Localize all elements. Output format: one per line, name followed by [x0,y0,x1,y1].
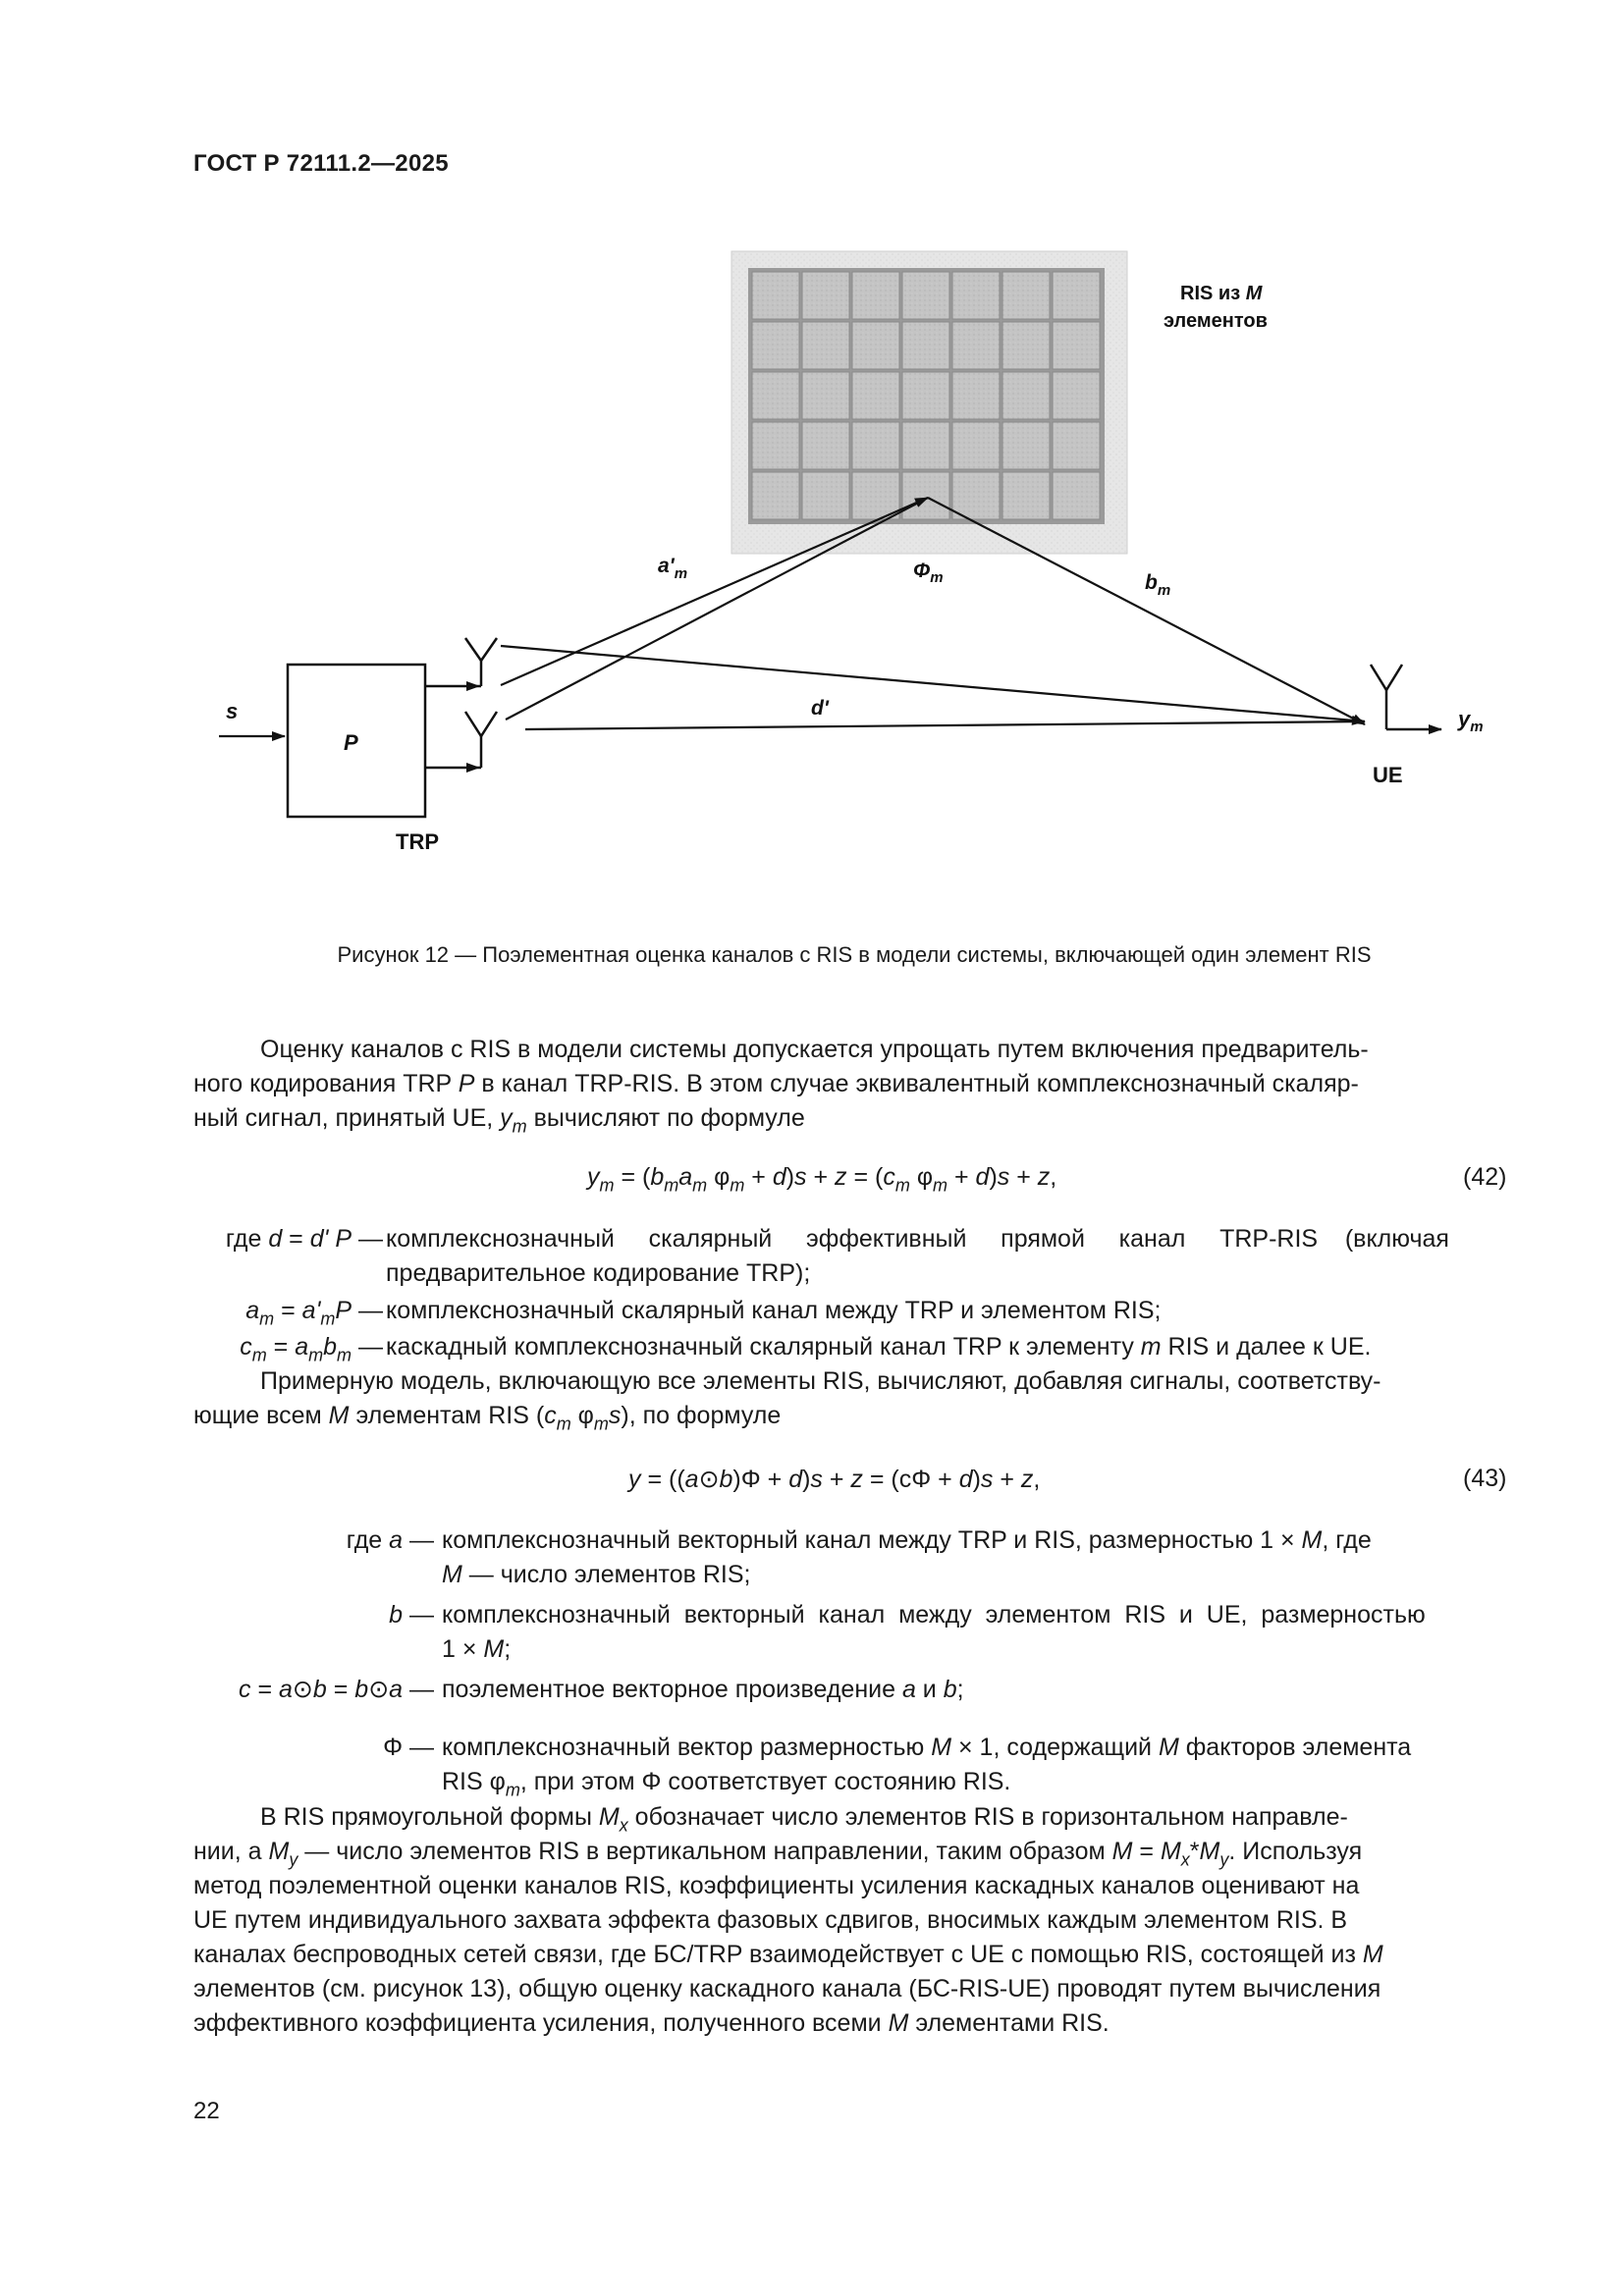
channel-a-line [506,498,928,720]
input-s-label: s [226,699,239,723]
ris-element-cell [752,372,799,419]
ris-element-cell [952,322,1000,369]
equation-42: $y_m = (b_ma_m$ $\varphi_m + d)s + z = (c_m$ $\varphi_m + d)s + z$, [587,1163,1057,1196]
ris-element-cell [952,472,1000,519]
ris-element-cell [1053,322,1100,369]
equation-43-number: (43) [1463,1465,1507,1492]
ris-element-cell [1002,422,1050,469]
ris-element-cell [852,422,899,469]
ris-label: RIS из M [1180,283,1263,304]
label-bm: $b_m$ [1145,571,1171,599]
para1-line1: Оценку каналов с RIS в модели системы допускается упрощать путем включения предваритель- [260,1036,1369,1063]
equation-42-number: (42) [1463,1163,1507,1191]
ris-element-cell [1002,372,1050,419]
paragraph-2 [193,1364,1524,1433]
ris-element-cell [752,472,799,519]
channel-d2-line [525,721,1365,729]
ris-element-cell [902,422,949,469]
ris-element-cell [952,422,1000,469]
ue-label: UE [1373,763,1403,787]
ris-element-cell [1053,472,1100,519]
ris-element-cell [1002,322,1050,369]
output-ym-label: $y_m$ [1458,707,1484,735]
ris-element-cell [952,272,1000,319]
label-am: $a'_m$ [658,555,688,582]
ris-element-cell [802,472,849,519]
ris-element-cell [852,272,899,319]
ris-element-cell [952,372,1000,419]
para2-line2: ющие всем M элементам RIS ($c_m$ $\varphi_ms$), по формуле [193,1402,782,1434]
para2-line1: Примерную модель, включающую все элементы RIS, вычисляют, добавляя сигналы, соответству- [260,1367,1381,1395]
figure-12-diagram [196,240,1512,869]
ris-element-cell [1053,372,1100,419]
ris-element-cell [752,272,799,319]
ris-element-cell [752,322,799,369]
ris-element-cell [1053,272,1100,319]
ris-element-cell [852,372,899,419]
ris-element-cell [802,272,849,319]
ris-element-cell [852,322,899,369]
page-number: 22 [193,2098,220,2124]
ris-element-cell [802,322,849,369]
ris-element-cell [752,422,799,469]
ris-element-cell [802,372,849,419]
trp-antenna-bottom-icon [425,712,497,768]
ris-element-cell [902,372,949,419]
ris-element-cell [1053,422,1100,469]
trp-antenna-top-icon [425,638,497,686]
trp-label: TRP [396,829,439,854]
ris-element-cell [902,272,949,319]
figure-caption: Рисунок 12 — Поэлементная оценка каналов с RIS в модели системы, включающей один элемент RIS [337,942,1372,967]
label-d: d' [811,697,829,720]
paragraph-1 [193,1033,1524,1136]
paragraph-3: В RIS прямоугольной формы $M_x$ обозначает число элементов RIS в горизонтальном направле- нии, а $M_y$ — число элементов RIS в вертикальном направлении, таким образом $M = M_x*M_y$. Используя метод поэлементной оценки каналов RIS, коэффициенты усиления каскадных каналов оценивают на UE путем индивидуального захвата эффекта фазовых сдвигов, вносимых каждым элементом RIS. В каналах беспроводных сетей связи, где БС/TRP взаимодействует с UE с помощью RIS, состоящей из M элементов (см. рисунок 13), общую оценку каскадного канала (БС-RIS-UE) проводят путем вычисления эффективного коэффициента усиления, полученного всеми M элементами RIS. [193,1803,1383,2037]
channel-bm-line [928,498,1365,724]
equation-43: y = ((a⊙b)Φ + d)s + z = (cΦ + d)s + z, [628,1466,1041,1493]
ris-element-grid [748,268,1105,524]
ris-element-cell [902,322,949,369]
precoder-label: P [344,730,358,755]
para1-line3: ный сигнал, принятый UE, $y_m$ вычисляют по формуле [193,1104,805,1137]
ris-element-cell [802,422,849,469]
ris-label-line2: элементов [1164,310,1268,332]
ris-element-cell [1002,472,1050,519]
document-header: ГОСТ Р 72111.2—2025 [193,150,449,177]
label-phi: $\Phi_m$ [913,560,944,586]
ris-element-cell [1002,272,1050,319]
para1-line2: ного кодирования TRP P в канал TRP-RIS. В этом случае эквивалентный комплекснозначный скаляр- [193,1070,1359,1097]
ue-antenna-icon [1371,665,1441,729]
channel-am-line [501,498,928,685]
ris-element-cell [902,472,949,519]
